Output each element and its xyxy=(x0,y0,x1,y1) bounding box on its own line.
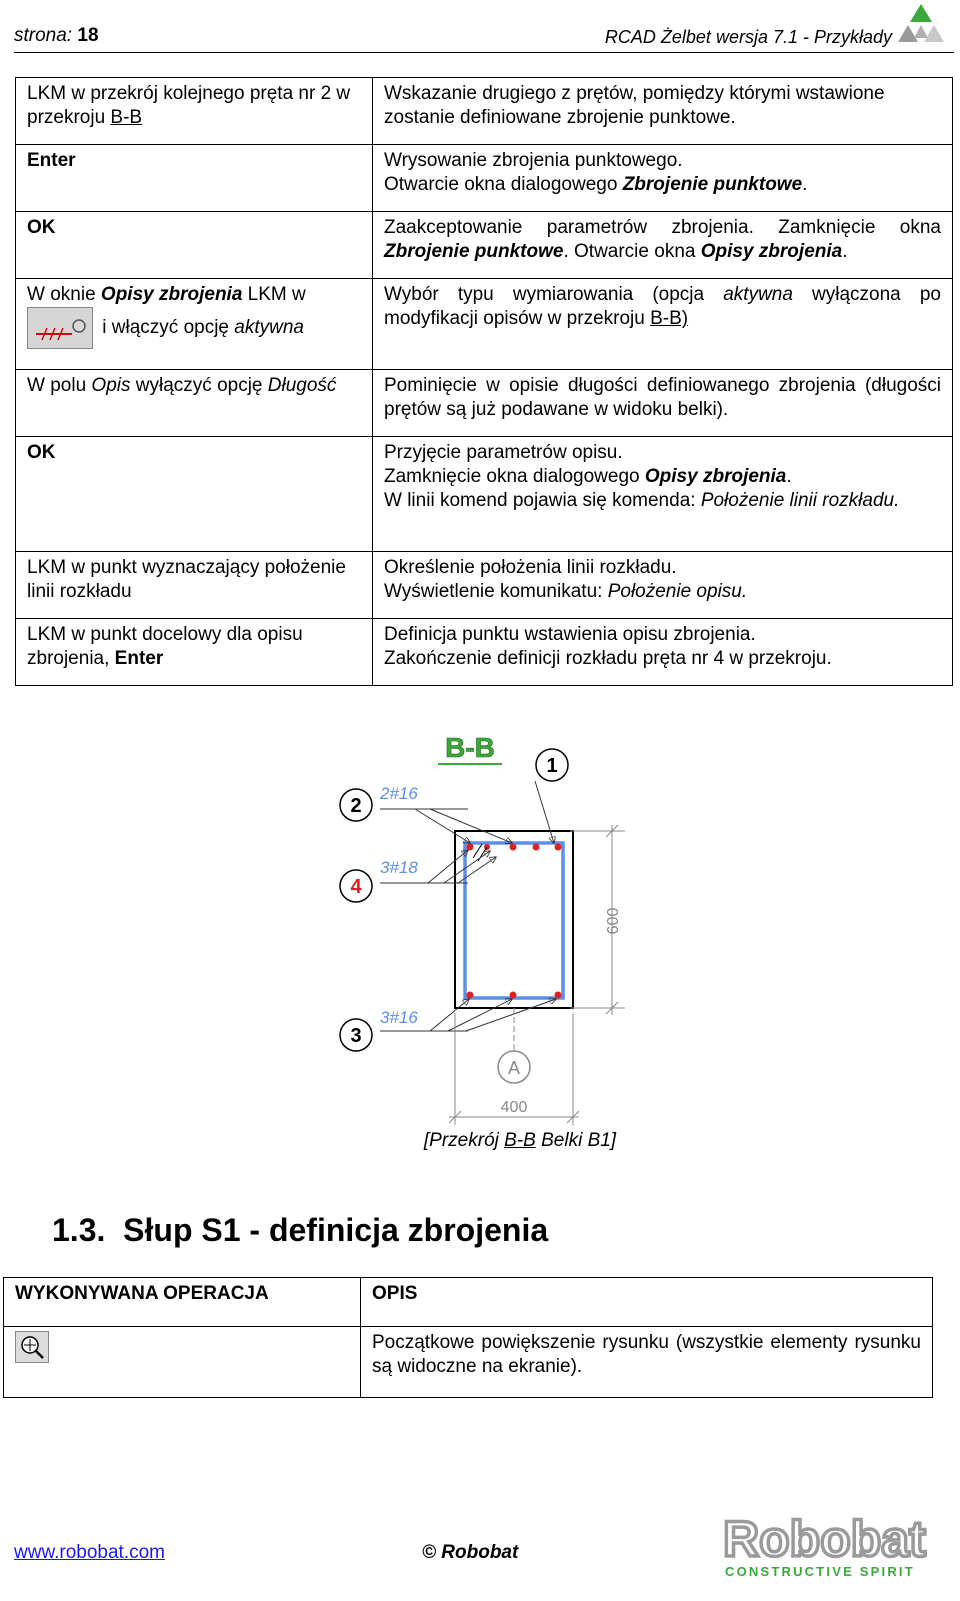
table-header-row xyxy=(4,1278,933,1327)
operation-cell: OK xyxy=(16,212,373,279)
robobat-triangle-logo xyxy=(896,2,946,46)
figure-caption: [Przekrój B-B Belki B1] xyxy=(423,1130,617,1151)
robobat-logo xyxy=(723,1504,938,1584)
operation-cell: W oknie Opisy zbrojenia LKM w i włączyć opcję aktywna xyxy=(16,279,373,370)
callout-1: 1 xyxy=(546,755,558,777)
cross-section-drawing xyxy=(330,733,630,1133)
table-row xyxy=(16,437,953,552)
description-cell: Definicja punktu wstawienia opisu zbrojenia. Zakończenie definicji rozkładu pręta nr 4 w przekroju. xyxy=(373,619,953,686)
table-row xyxy=(4,1327,933,1398)
zoom-all-icon[interactable] xyxy=(15,1331,49,1363)
description-cell: Przyjęcie parametrów opisu. Zamknięcie okna dialogowego Opisy zbrojenia. W linii komend pojawia się komenda: Położenie linii rozkładu. xyxy=(373,437,953,552)
operation-cell: LKM w punkt wyznaczający położenie linii rozkładu xyxy=(16,552,373,619)
table-row xyxy=(16,279,953,370)
bar-label-3x18: 3#18 xyxy=(380,858,418,877)
brand-slogan: CONSTRUCTIVE SPIRIT xyxy=(725,1564,915,1579)
stirrup xyxy=(465,843,563,998)
page-number: strona: 18 xyxy=(14,25,99,46)
copyright: © Robobat xyxy=(422,1542,519,1563)
description-cell: Pominięcie w opisie długości definiowanego zbrojenia (długości prętów są już podawane w widoku belki). xyxy=(373,370,953,437)
steps-table xyxy=(15,77,953,686)
description-cell: Określenie położenia linii rozkładu. Wyświetlenie komunikatu: Położenie opisu. xyxy=(373,552,953,619)
operation-cell: LKM w punkt docelowy dla opisu zbrojenia, Enter xyxy=(16,619,373,686)
bar-label-3x16: 3#16 xyxy=(380,1008,418,1027)
description-cell: Początkowe powiększenie rysunku (wszystkie elementy rysunku są widoczne na ekranie). xyxy=(361,1327,933,1398)
bar-label-2x16: 2#16 xyxy=(380,784,418,803)
table-row xyxy=(16,619,953,686)
table-row xyxy=(16,78,953,145)
operation-cell: Enter xyxy=(16,145,373,212)
website-link[interactable]: www.robobat.com xyxy=(14,1542,166,1563)
operation-cell: W polu Opis wyłączyć opcję Długość xyxy=(16,370,373,437)
operations-table xyxy=(3,1277,933,1398)
section-heading: 1.3. Słup S1 - definicja zbrojenia xyxy=(52,1212,549,1248)
table-row xyxy=(16,145,953,212)
dimension-height: 600 xyxy=(605,907,622,935)
column-header-operation: WYKONYWANA OPERACJA xyxy=(4,1278,361,1327)
description-cell: Wybór typu wymiarowania (opcja aktywna wyłączona po modyfikacji opisów w przekroju B-B) xyxy=(373,279,953,370)
table-row xyxy=(16,212,953,279)
callout-4: 4 xyxy=(350,876,362,898)
table-row xyxy=(16,370,953,437)
operation-cell: LKM w przekrój kolejnego pręta nr 2 w przekroju B-B xyxy=(16,78,373,145)
column-header-description: OPIS xyxy=(361,1278,933,1327)
description-cell: Wskazanie drugiego z prętów, pomiędzy którymi wstawione zostanie definiowane zbrojenie punktowe. xyxy=(373,78,953,145)
operation-cell: OK xyxy=(16,437,373,552)
description-cell: Wrysowanie zbrojenia punktowego. Otwarcie okna dialogowego Zbrojenie punktowe. xyxy=(373,145,953,212)
description-cell: Zaakceptowanie parametrów zbrojenia. Zamknięcie okna Zbrojenie punktowe. Otwarcie okna Opisy zbrojenia. xyxy=(373,212,953,279)
brand-name: Robobat xyxy=(723,1511,926,1567)
dimension-width: 400 xyxy=(500,1099,528,1116)
page-header xyxy=(14,22,954,53)
document-title: RCAD Żelbet wersja 7.1 - Przykłady xyxy=(604,27,892,47)
axis-label: A xyxy=(507,1058,521,1078)
page-footer xyxy=(14,1511,954,1582)
section-title: B-B xyxy=(445,733,495,763)
table-row xyxy=(16,552,953,619)
callout-2: 2 xyxy=(350,795,362,817)
operation-cell xyxy=(4,1327,361,1398)
callout-3: 3 xyxy=(350,1025,362,1047)
dimension-line-icon[interactable] xyxy=(27,307,93,349)
